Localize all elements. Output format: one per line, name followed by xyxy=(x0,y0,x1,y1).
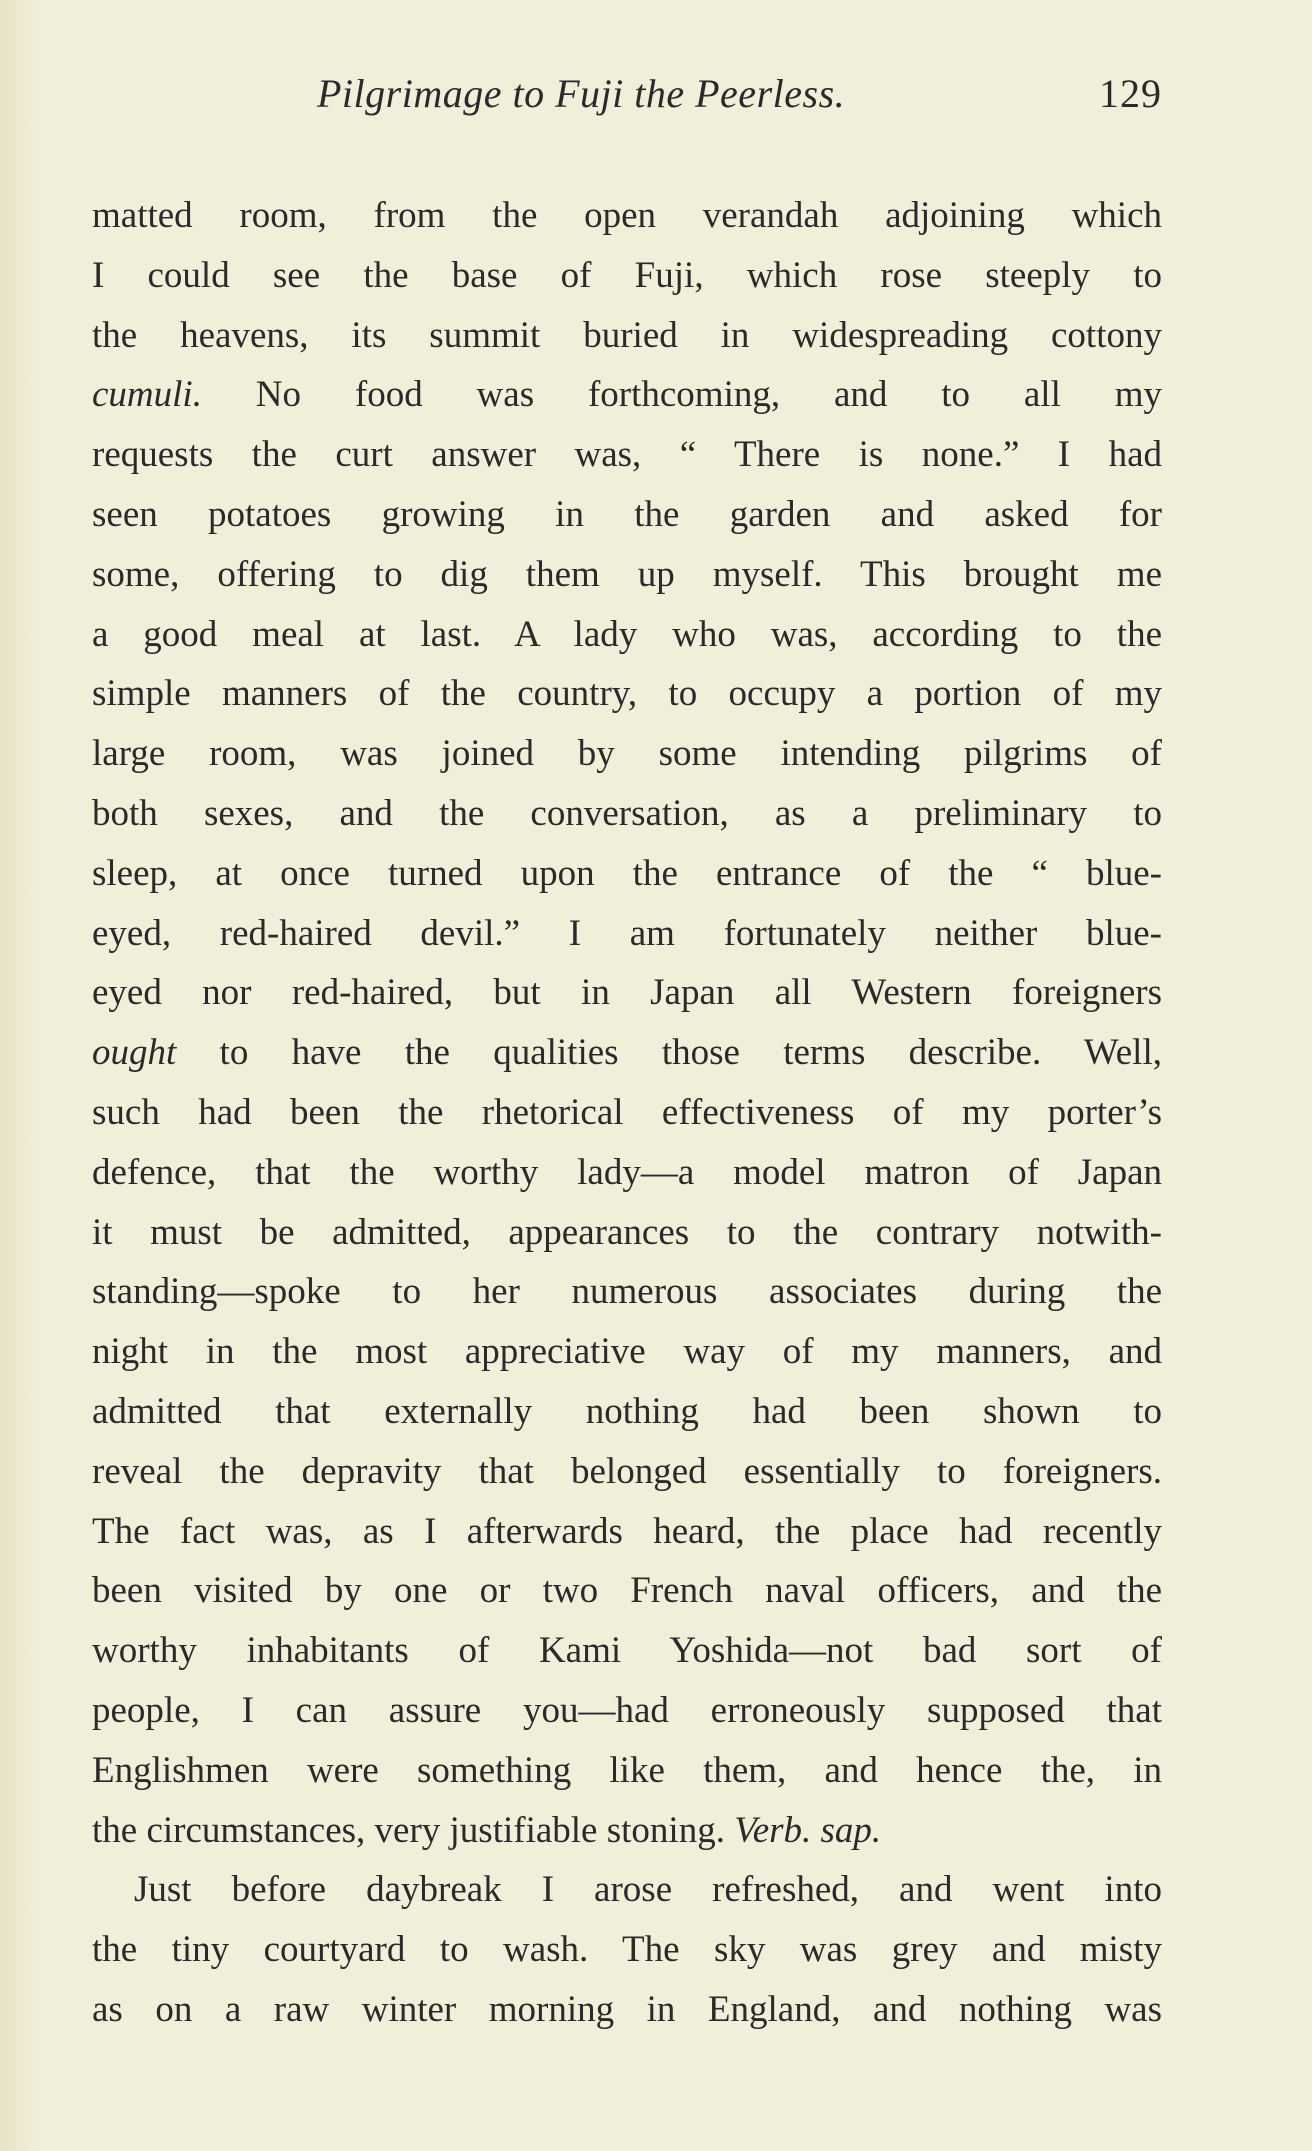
text-line xyxy=(92,1801,1162,1861)
text-line xyxy=(92,904,1162,964)
text-segment: defence, that the worthy lady—a model matron of Japan xyxy=(92,1151,1162,1193)
text-line xyxy=(92,1741,1162,1801)
italic-text: cumuli. xyxy=(92,374,202,416)
text-segment: the heavens, its summit buried in widespreading cottony xyxy=(92,314,1162,356)
text-line xyxy=(92,1681,1162,1741)
text-line xyxy=(92,186,1162,246)
text-line xyxy=(92,1920,1162,1980)
text-segment: worthy inhabitants of Kami Yoshida—not bad sort of xyxy=(92,1630,1162,1672)
text-segment: night in the most appreciative way of my manners, and xyxy=(92,1331,1162,1373)
text-line xyxy=(92,1262,1162,1322)
text-segment: people, I can assure you—had erroneously supposed that xyxy=(92,1689,1162,1731)
text-segment: large room, was joined by some intending pilgrims of xyxy=(92,733,1162,775)
text-line xyxy=(92,1561,1162,1621)
text-line xyxy=(92,664,1162,724)
text-segment: the circumstances, very justifiable stoning. xyxy=(92,1809,735,1851)
text-line xyxy=(92,1442,1162,1502)
text-segment: admitted that externally nothing had been shown to xyxy=(92,1390,1162,1432)
text-segment: as on a raw winter morning in England, and nothing was xyxy=(92,1988,1162,2030)
text-segment: such had been the rhetorical effectiveness of my porter’s xyxy=(92,1091,1162,1133)
running-title: Pilgrimage to Fuji the Peerless. xyxy=(317,71,846,116)
text-line xyxy=(92,545,1162,605)
text-segment: I could see the base of Fuji, which rose steeply to xyxy=(92,254,1162,296)
text-line xyxy=(92,1203,1162,1263)
text-line xyxy=(92,425,1162,485)
text-segment: simple manners of the country, to occupy a portion of my xyxy=(92,673,1162,715)
text-line xyxy=(92,365,1162,425)
text-segment: standing—spoke to her numerous associates during the xyxy=(92,1271,1162,1313)
text-segment: reveal the depravity that belonged essentially to foreigners. xyxy=(92,1450,1162,1492)
text-segment: Just before daybreak I arose refreshed, and went into xyxy=(134,1869,1162,1911)
text-segment: a good meal at last. A lady who was, according to the xyxy=(92,613,1162,655)
italic-text: ought xyxy=(92,1032,177,1074)
text-line xyxy=(92,246,1162,306)
text-segment: it must be admitted, appearances to the contrary notwith- xyxy=(92,1211,1162,1253)
body-text xyxy=(92,186,1162,2040)
text-line xyxy=(92,1860,1162,1920)
text-line xyxy=(92,844,1162,904)
text-segment: eyed nor red-haired, but in Japan all Western foreigners xyxy=(92,972,1162,1014)
text-segment: The fact was, as I afterwards heard, the place had recently xyxy=(92,1510,1162,1552)
text-segment: Englishmen were something like them, and hence the, in xyxy=(92,1749,1162,1791)
text-line xyxy=(92,784,1162,844)
text-segment: seen potatoes growing in the garden and asked for xyxy=(92,493,1162,535)
text-line xyxy=(92,1322,1162,1382)
text-line xyxy=(92,306,1162,366)
text-segment: eyed, red-haired devil.” I am fortunately neither blue- xyxy=(92,912,1162,954)
text-segment: to have the qualities those terms describe. Well, xyxy=(176,1032,1162,1074)
page-header xyxy=(92,70,1162,130)
text-line xyxy=(92,1083,1162,1143)
text-line xyxy=(92,1382,1162,1442)
text-line xyxy=(92,1980,1162,2040)
italic-text: Verb. sap. xyxy=(734,1809,882,1851)
text-segment: sleep, at once turned upon the entrance of the “ blue- xyxy=(92,852,1162,894)
text-line xyxy=(92,485,1162,545)
text-segment: some, offering to dig them up myself. This brought me xyxy=(92,553,1162,595)
text-line xyxy=(92,605,1162,665)
text-segment: No food was forthcoming, and to all my xyxy=(201,374,1162,416)
text-line xyxy=(92,1621,1162,1681)
text-segment: both sexes, and the conversation, as a preliminary to xyxy=(92,792,1162,834)
text-segment: been visited by one or two French naval officers, and the xyxy=(92,1570,1162,1612)
text-line xyxy=(92,963,1162,1023)
page-number: 129 xyxy=(1099,71,1162,116)
text-segment: matted room, from the open verandah adjoining which xyxy=(92,195,1162,236)
text-line xyxy=(92,1143,1162,1203)
text-line xyxy=(92,1023,1162,1083)
text-segment: requests the curt answer was, “ There is none.” I had xyxy=(92,434,1162,476)
text-line xyxy=(92,724,1162,784)
text-segment: the tiny courtyard to wash. The sky was grey and misty xyxy=(92,1929,1162,1971)
text-line xyxy=(92,1502,1162,1562)
